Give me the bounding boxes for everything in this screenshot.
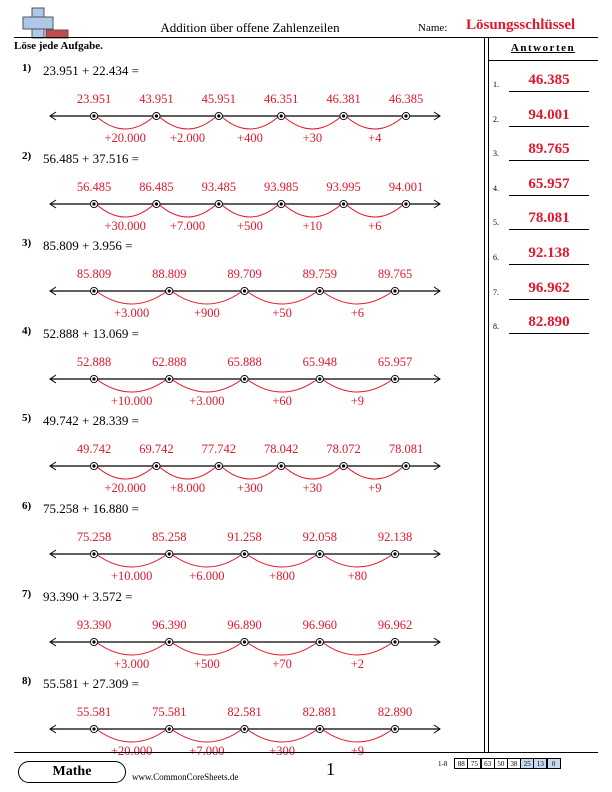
point-marker-dot xyxy=(168,377,171,380)
problem-expression: 49.742 + 28.339 = xyxy=(43,413,139,429)
answer-value: 82.890 xyxy=(528,314,570,331)
point-marker xyxy=(316,550,323,557)
point-marker xyxy=(278,112,285,119)
column-divider xyxy=(488,37,489,752)
column-divider xyxy=(484,37,485,752)
footer-divider xyxy=(14,752,598,753)
point-label: 93.985 xyxy=(264,179,299,194)
jump-arc xyxy=(283,466,341,479)
point-label: 82.581 xyxy=(227,705,262,720)
problem-item xyxy=(0,324,480,408)
point-label: 89.759 xyxy=(302,267,337,282)
point-label: 77.742 xyxy=(201,442,236,457)
jump-arc xyxy=(283,204,341,217)
jump-arc xyxy=(247,729,318,742)
point-marker xyxy=(402,112,409,119)
jump-label: +400 xyxy=(237,131,263,145)
problem-expression: 52.888 + 13.069 = xyxy=(43,325,139,341)
score-cell: 88 xyxy=(454,758,468,769)
jump-label: +10 xyxy=(302,218,323,233)
point-marker-dot xyxy=(280,202,283,205)
point-marker xyxy=(215,200,222,207)
point-marker xyxy=(166,375,173,382)
point-label: 85.809 xyxy=(76,267,112,282)
score-cell: 0 xyxy=(547,758,561,769)
point-marker xyxy=(215,112,222,119)
answer-line xyxy=(509,229,589,230)
problem-expression: 55.581 + 27.309 = xyxy=(43,676,139,692)
point-label: 65.948 xyxy=(302,354,337,369)
point-label: 82.890 xyxy=(377,705,413,720)
answer-line xyxy=(509,299,589,300)
point-label: 96.890 xyxy=(227,617,262,632)
point-marker xyxy=(90,726,97,733)
jump-arc xyxy=(96,642,167,655)
jump-arc xyxy=(96,116,154,129)
point-marker-dot xyxy=(393,640,396,643)
jump-arc xyxy=(158,466,216,479)
point-label: 75.258 xyxy=(76,530,112,544)
problem-expression: 23.951 + 22.434 = xyxy=(43,63,139,78)
problem-number: 4) xyxy=(22,324,32,337)
problem-expression: 75.258 + 16.880 = xyxy=(43,501,139,516)
point-label: 56.485 xyxy=(76,179,112,194)
point-label: 85.258 xyxy=(152,530,187,544)
problem-item xyxy=(0,62,480,145)
jump-arc xyxy=(221,204,279,217)
jump-arc xyxy=(96,554,167,567)
problem-expression: 85.809 + 3.956 = xyxy=(43,238,133,254)
point-marker xyxy=(391,550,398,557)
score-range-label: 1-8 xyxy=(438,760,448,768)
answer-number: 8. xyxy=(493,322,499,332)
point-marker xyxy=(391,726,398,733)
problem-item xyxy=(0,237,480,321)
jump-arc xyxy=(247,291,318,304)
jump-label: +500 xyxy=(193,656,220,671)
point-label: 46.385 xyxy=(388,92,424,106)
point-label: 96.960 xyxy=(302,617,337,632)
score-cell: 38 xyxy=(507,758,521,769)
answer-number: 5. xyxy=(493,218,499,228)
answer-line xyxy=(509,195,589,196)
jump-arc xyxy=(322,729,393,742)
jump-arc xyxy=(171,554,242,567)
problem-expression: 56.485 + 37.516 = xyxy=(43,150,139,166)
point-marker-dot xyxy=(217,202,220,205)
jump-label: +8.000 xyxy=(170,481,206,496)
problem-number: 7) xyxy=(22,587,32,600)
jump-arc xyxy=(346,116,404,129)
jump-label: +10.000 xyxy=(110,393,153,408)
score-cell: 50 xyxy=(494,758,508,769)
answer-number: 7. xyxy=(493,287,499,297)
point-label: 43.951 xyxy=(139,92,174,106)
answer-number: 2. xyxy=(493,114,499,124)
answer-line xyxy=(509,160,589,161)
point-marker xyxy=(241,726,248,733)
point-marker-dot xyxy=(168,290,171,293)
jump-label: +60 xyxy=(272,393,292,408)
jump-arc xyxy=(247,554,318,567)
answer-item xyxy=(493,72,598,92)
point-marker-dot xyxy=(404,202,407,205)
point-marker-dot xyxy=(168,640,171,643)
jump-label: +3.000 xyxy=(114,656,150,671)
answer-item xyxy=(493,280,598,300)
jump-label: +9 xyxy=(350,393,365,408)
point-marker-dot xyxy=(243,640,246,643)
point-marker-dot xyxy=(342,465,345,468)
point-marker xyxy=(278,200,285,207)
point-marker xyxy=(391,638,398,645)
problem-item xyxy=(0,675,480,759)
answer-number: 3. xyxy=(493,149,499,159)
jump-label: +4 xyxy=(368,131,382,145)
problem-number: 8) xyxy=(22,675,32,688)
jump-arc xyxy=(322,291,393,304)
name-label: Name: xyxy=(418,22,448,34)
point-marker-dot xyxy=(280,465,283,468)
point-label: 49.742 xyxy=(76,442,112,457)
jump-arc xyxy=(96,466,154,479)
problem-expression: 93.390 + 3.572 = xyxy=(43,588,133,604)
answer-value: 89.765 xyxy=(528,141,570,158)
jump-label: +7.000 xyxy=(189,744,225,759)
point-marker-dot xyxy=(243,728,246,731)
point-label: 88.809 xyxy=(152,267,187,282)
problem-number: 3) xyxy=(22,237,32,250)
jump-label: +20.000 xyxy=(104,131,146,145)
point-marker xyxy=(90,375,97,382)
point-label: 92.058 xyxy=(302,530,337,544)
jump-arc xyxy=(171,379,242,392)
jump-label: +500 xyxy=(237,218,263,233)
jump-arc xyxy=(96,291,167,304)
answer-number: 4. xyxy=(493,183,499,193)
jump-arc xyxy=(221,116,279,129)
problem-item xyxy=(0,500,480,583)
point-marker xyxy=(316,288,323,295)
point-marker-dot xyxy=(217,114,220,117)
point-label: 93.995 xyxy=(326,179,361,194)
answer-value: 92.138 xyxy=(528,245,570,261)
point-label: 78.081 xyxy=(388,442,424,457)
point-label: 96.390 xyxy=(152,617,187,632)
point-label: 46.351 xyxy=(264,92,299,106)
answer-item xyxy=(493,314,598,334)
point-marker xyxy=(402,463,409,470)
point-marker-dot xyxy=(92,202,95,205)
jump-arc xyxy=(247,379,318,392)
point-marker-dot xyxy=(243,290,246,293)
answer-item xyxy=(493,245,598,265)
point-marker xyxy=(166,288,173,295)
jump-label: +30 xyxy=(302,481,323,496)
jump-arc xyxy=(158,204,216,217)
point-marker-dot xyxy=(342,202,345,205)
point-marker-dot xyxy=(404,465,407,468)
point-marker-dot xyxy=(280,114,283,117)
point-label: 45.951 xyxy=(201,92,236,106)
point-marker-dot xyxy=(243,377,246,380)
jump-arc xyxy=(247,642,318,655)
point-label: 65.888 xyxy=(227,354,262,369)
jump-label: +3.000 xyxy=(189,393,225,408)
subject-badge: Mathe xyxy=(18,761,126,783)
point-marker-dot xyxy=(168,728,171,731)
point-marker xyxy=(90,550,97,557)
answer-value: 65.957 xyxy=(528,175,570,192)
jump-arc xyxy=(158,116,216,129)
point-marker xyxy=(90,288,97,295)
jump-label: +20.000 xyxy=(110,744,153,759)
point-label: 52.888 xyxy=(76,354,112,369)
answers-heading: Antworten xyxy=(510,42,576,54)
point-marker xyxy=(90,200,97,207)
point-label: 93.390 xyxy=(76,617,112,632)
point-marker-dot xyxy=(92,552,95,555)
jump-arc xyxy=(96,379,167,392)
point-label: 96.962 xyxy=(377,617,413,632)
point-marker-dot xyxy=(318,290,321,293)
answers-heading-rule xyxy=(488,60,598,61)
jump-label: +20.000 xyxy=(104,481,146,496)
point-marker-dot xyxy=(92,377,95,380)
point-marker-dot xyxy=(92,290,95,293)
answer-value: 94.001 xyxy=(528,106,570,123)
point-label: 62.888 xyxy=(152,354,187,369)
problem-number: 1) xyxy=(22,62,32,74)
jump-arc xyxy=(96,729,167,742)
point-marker xyxy=(340,112,347,119)
answer-line xyxy=(509,91,589,92)
problem-number: 2) xyxy=(22,149,32,162)
point-marker-dot xyxy=(318,640,321,643)
point-marker xyxy=(316,726,323,733)
point-marker xyxy=(391,288,398,295)
jump-label: +50 xyxy=(272,306,292,321)
jump-label: +300 xyxy=(269,744,296,759)
point-marker xyxy=(278,463,285,470)
point-marker xyxy=(166,550,173,557)
point-marker-dot xyxy=(92,640,95,643)
jump-label: +9 xyxy=(350,744,365,759)
point-marker-dot xyxy=(155,114,158,117)
score-cell: 63 xyxy=(481,758,495,769)
point-marker xyxy=(241,288,248,295)
jump-label: +10.000 xyxy=(110,569,153,583)
jump-label: +6 xyxy=(368,218,382,233)
jump-arc xyxy=(221,466,279,479)
point-label: 23.951 xyxy=(76,92,112,106)
worksheet-title: Addition über offene Zahlenzeilen xyxy=(160,20,340,35)
point-marker xyxy=(166,726,173,733)
point-marker-dot xyxy=(92,465,95,468)
jump-label: +300 xyxy=(237,481,263,496)
jump-arc xyxy=(346,204,404,217)
point-marker-dot xyxy=(217,465,220,468)
answer-value: 78.081 xyxy=(528,210,570,227)
instruction-text: Löse jede Aufgabe. xyxy=(14,40,103,52)
point-marker-dot xyxy=(155,202,158,205)
point-marker xyxy=(153,463,160,470)
point-marker-dot xyxy=(318,377,321,380)
point-label: 65.957 xyxy=(377,354,413,369)
jump-arc xyxy=(283,116,341,129)
answer-line xyxy=(509,264,589,265)
point-marker xyxy=(166,638,173,645)
answer-key-label: Lösungsschlüssel xyxy=(466,17,576,33)
jump-arc xyxy=(322,642,393,655)
point-marker xyxy=(241,638,248,645)
point-label: 78.042 xyxy=(264,442,299,457)
point-label: 69.742 xyxy=(139,442,174,457)
answer-value: 96.962 xyxy=(528,279,570,296)
point-label: 89.709 xyxy=(227,267,262,282)
point-marker xyxy=(340,200,347,207)
jump-label: +800 xyxy=(269,569,296,583)
point-marker xyxy=(402,200,409,207)
jump-label: +900 xyxy=(193,306,220,321)
jump-label: +9 xyxy=(368,481,382,496)
point-marker-dot xyxy=(243,552,246,555)
answer-line xyxy=(509,333,589,334)
jump-arc xyxy=(322,379,393,392)
point-marker xyxy=(241,375,248,382)
jump-label: +7.000 xyxy=(170,218,206,233)
answer-number: 1. xyxy=(493,80,499,89)
jump-label: +3.000 xyxy=(114,306,150,321)
point-marker-dot xyxy=(92,114,95,117)
jump-label: +2.000 xyxy=(170,131,206,145)
point-marker-dot xyxy=(404,114,407,117)
point-label: 75.581 xyxy=(152,705,187,720)
point-label: 55.581 xyxy=(76,705,112,720)
jump-label: +6.000 xyxy=(189,569,225,583)
point-label: 92.138 xyxy=(377,530,413,544)
answer-item xyxy=(493,210,598,230)
point-marker xyxy=(90,112,97,119)
point-marker xyxy=(90,463,97,470)
answer-item xyxy=(493,176,598,196)
score-table xyxy=(455,758,561,769)
jump-label: +80 xyxy=(347,569,368,583)
point-marker-dot xyxy=(318,728,321,731)
point-label: 46.381 xyxy=(326,92,361,106)
jump-arc xyxy=(171,642,242,655)
score-cell: 25 xyxy=(520,758,534,769)
jump-arc xyxy=(346,466,404,479)
jump-label: +2 xyxy=(350,656,365,671)
point-marker xyxy=(153,200,160,207)
jump-label: +6 xyxy=(350,306,365,321)
point-label: 82.881 xyxy=(302,705,337,720)
jump-label: +70 xyxy=(272,656,292,671)
point-marker xyxy=(391,375,398,382)
jump-arc xyxy=(96,204,154,217)
answer-item xyxy=(493,107,598,127)
problem-item xyxy=(0,587,480,671)
score-cell: 75 xyxy=(467,758,481,769)
answer-number: 6. xyxy=(493,253,499,262)
point-marker xyxy=(241,550,248,557)
answer-item xyxy=(493,141,598,161)
point-marker xyxy=(316,638,323,645)
point-marker-dot xyxy=(318,552,321,555)
jump-arc xyxy=(171,729,242,742)
website-link[interactable]: www.CommonCoreSheets.de xyxy=(132,772,239,782)
jump-label: +30.000 xyxy=(104,218,146,233)
point-label: 78.072 xyxy=(326,442,361,457)
point-marker-dot xyxy=(155,465,158,468)
point-marker xyxy=(340,463,347,470)
point-marker-dot xyxy=(393,728,396,731)
jump-arc xyxy=(171,291,242,304)
point-marker-dot xyxy=(393,552,396,555)
point-marker xyxy=(90,638,97,645)
point-label: 86.485 xyxy=(139,179,174,194)
point-marker xyxy=(215,463,222,470)
point-label: 91.258 xyxy=(227,530,262,544)
point-label: 94.001 xyxy=(388,179,424,194)
problem-number: 5) xyxy=(22,412,32,425)
page-number: 1 xyxy=(326,759,335,779)
header-divider xyxy=(14,37,598,38)
point-marker-dot xyxy=(168,552,171,555)
point-label: 89.765 xyxy=(377,267,413,282)
jump-label: +30 xyxy=(302,131,323,145)
point-marker-dot xyxy=(342,114,345,117)
answer-value: 46.385 xyxy=(528,72,570,88)
score-cell: 13 xyxy=(533,758,547,769)
point-marker xyxy=(316,375,323,382)
point-marker-dot xyxy=(393,290,396,293)
jump-arc xyxy=(322,554,393,567)
problem-item xyxy=(0,149,480,233)
problem-number: 6) xyxy=(22,500,32,512)
point-marker-dot xyxy=(92,728,95,731)
answer-line xyxy=(509,126,589,127)
point-marker-dot xyxy=(393,377,396,380)
point-label: 93.485 xyxy=(201,179,236,194)
problem-item xyxy=(0,412,480,496)
point-marker xyxy=(153,112,160,119)
